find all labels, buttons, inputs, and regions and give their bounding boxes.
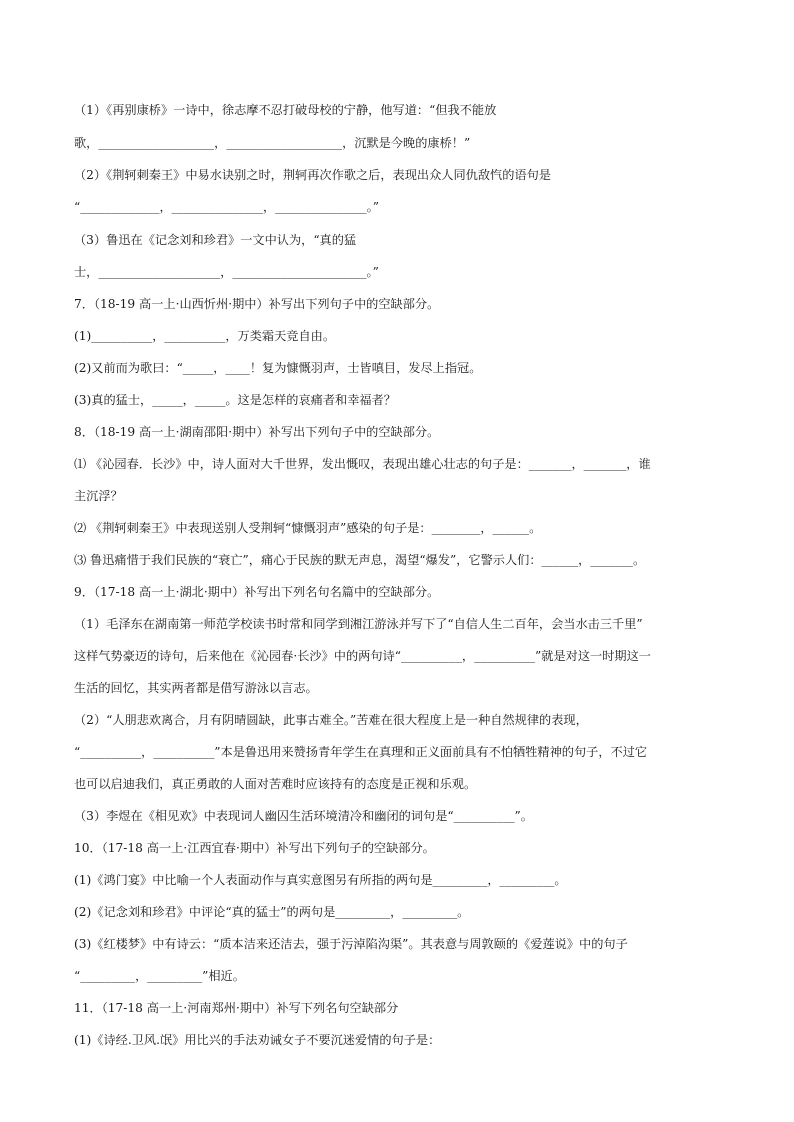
q7-sub2: (2)又前而为歌曰：“_____，____！复为慷慨羽声，士皆嗔目，发尽上指冠。: [74, 361, 482, 375]
q6-sub1-line2: 歌，___________________，___________________，沉默是今晚的康桥！”: [74, 136, 471, 150]
q11-heading: 11．（17-18 高一上·河南郑州·期中）补写下列名句空缺部分: [74, 1001, 399, 1015]
q8-heading: 8．（18-19 高一上·湖南邵阳·期中）补写出下列句子中的空缺部分。: [74, 425, 440, 439]
q9-sub1-line1: （1）毛泽东在湖南第一师范学校读书时常和同学到湘江游泳并写下了“自信人生二百年，会当水击三千里”: [74, 617, 643, 631]
q6-sub1-line1: （1）《再别康桥》一诗中，徐志摩不忍打破母校的宁静，他写道：“但我不能放: [74, 103, 497, 117]
q10-sub1: (1)《鸿门宴》中比喻一个人表面动作与真实意图另有所指的两句是_________，_________。: [74, 873, 567, 887]
q8-sub1-line1: ⑴ 《沁园春．长沙》中，诗人面对大千世界，发出慨叹，表现出雄心壮志的句子是：_______，_______，谁: [74, 457, 651, 471]
q9-heading: 9．（17-18 高一上·湖北·期中）补写出下列名句名篇中的空缺部分。: [74, 585, 440, 599]
q10-sub2: (2)《记念刘和珍君》中评论“真的猛士”的两句是_________，_________。: [74, 905, 470, 919]
q9-sub2-line1: （2）“人朋悲欢离合，月有阴晴圆缺，此事古难全。”苦难在很大程度上是一种自然规律的表现，: [74, 713, 588, 727]
q9-sub1-line2: 这样气势豪迈的诗句，后来他在《沁园春·长沙》中的两句诗“__________，__________”就是对这一时期这一: [74, 649, 651, 663]
q7-heading: 7．（18-19 高一上·山西忻州·期中）补写出下列句子中的空缺部分。: [74, 297, 440, 311]
q6-sub3-line2: 士，____________________，______________________。”: [74, 265, 379, 279]
q6-sub2-line1: （2）《荆轲刺秦王》中易水诀别之时，荆轲再次作歌之后，表现出众人同仇敌忾的语句是: [74, 168, 551, 182]
q10-sub3-line2: “_________，_________”相近。: [74, 969, 245, 983]
q7-sub3: (3)真的猛士，_____，_____。这是怎样的哀痛者和幸福者？: [74, 393, 396, 407]
q8-sub1-line2: 主沉浮？: [74, 489, 123, 503]
q9-sub3: （3）李煜在《相见欢》中表现词人幽囚生活环境清冷和幽闭的词句是“__________”。: [74, 809, 533, 823]
q9-sub1-line3: 生活的回忆，其实两者都是借写游泳以言志。: [74, 681, 318, 695]
q10-heading: 10．（17-18 高一上·江西宜春·期中）补写出下列句子的空缺部分。: [74, 841, 435, 855]
q6-sub3-line1: （3）鲁迅在《记念刘和珍君》一文中认为，“真的猛: [74, 233, 357, 247]
q9-sub2-line2: “__________，__________”本是鲁迅用来赞扬青年学生在真理和正义面前具有不怕牺牲精神的句子，不过它: [74, 745, 648, 759]
q11-sub1: (1)《诗经.卫风.氓》用比兴的手法劝诫女子不要沉迷爱情的句子是：: [74, 1033, 441, 1047]
q9-sub2-line3: 也可以启迪我们，真正勇敢的人面对苦难时应该持有的态度是正视和乐观。: [74, 777, 477, 791]
q6-sub2-line2: “_____________，_______________，_______________。”: [74, 200, 379, 214]
q8-sub2: ⑵ 《荆轲刺秦王》中表现送别人受荆轲“慷慨羽声”感染的句子是：________，______。: [74, 521, 542, 535]
q7-sub1: (1)__________，__________，万类霜天竞自由。: [74, 329, 336, 343]
q10-sub3-line1: (3)《红楼梦》中有诗云：“质本洁来还洁去，强于污淖陷沟渠”。其表意与周敦颐的《爱莲说》中的句子: [74, 937, 628, 951]
q8-sub3: ⑶ 鲁迅痛惜于我们民族的“衰亡”，痛心于民族的默无声息，渴望“爆发”，它警示人们：______，_______。: [74, 553, 646, 567]
